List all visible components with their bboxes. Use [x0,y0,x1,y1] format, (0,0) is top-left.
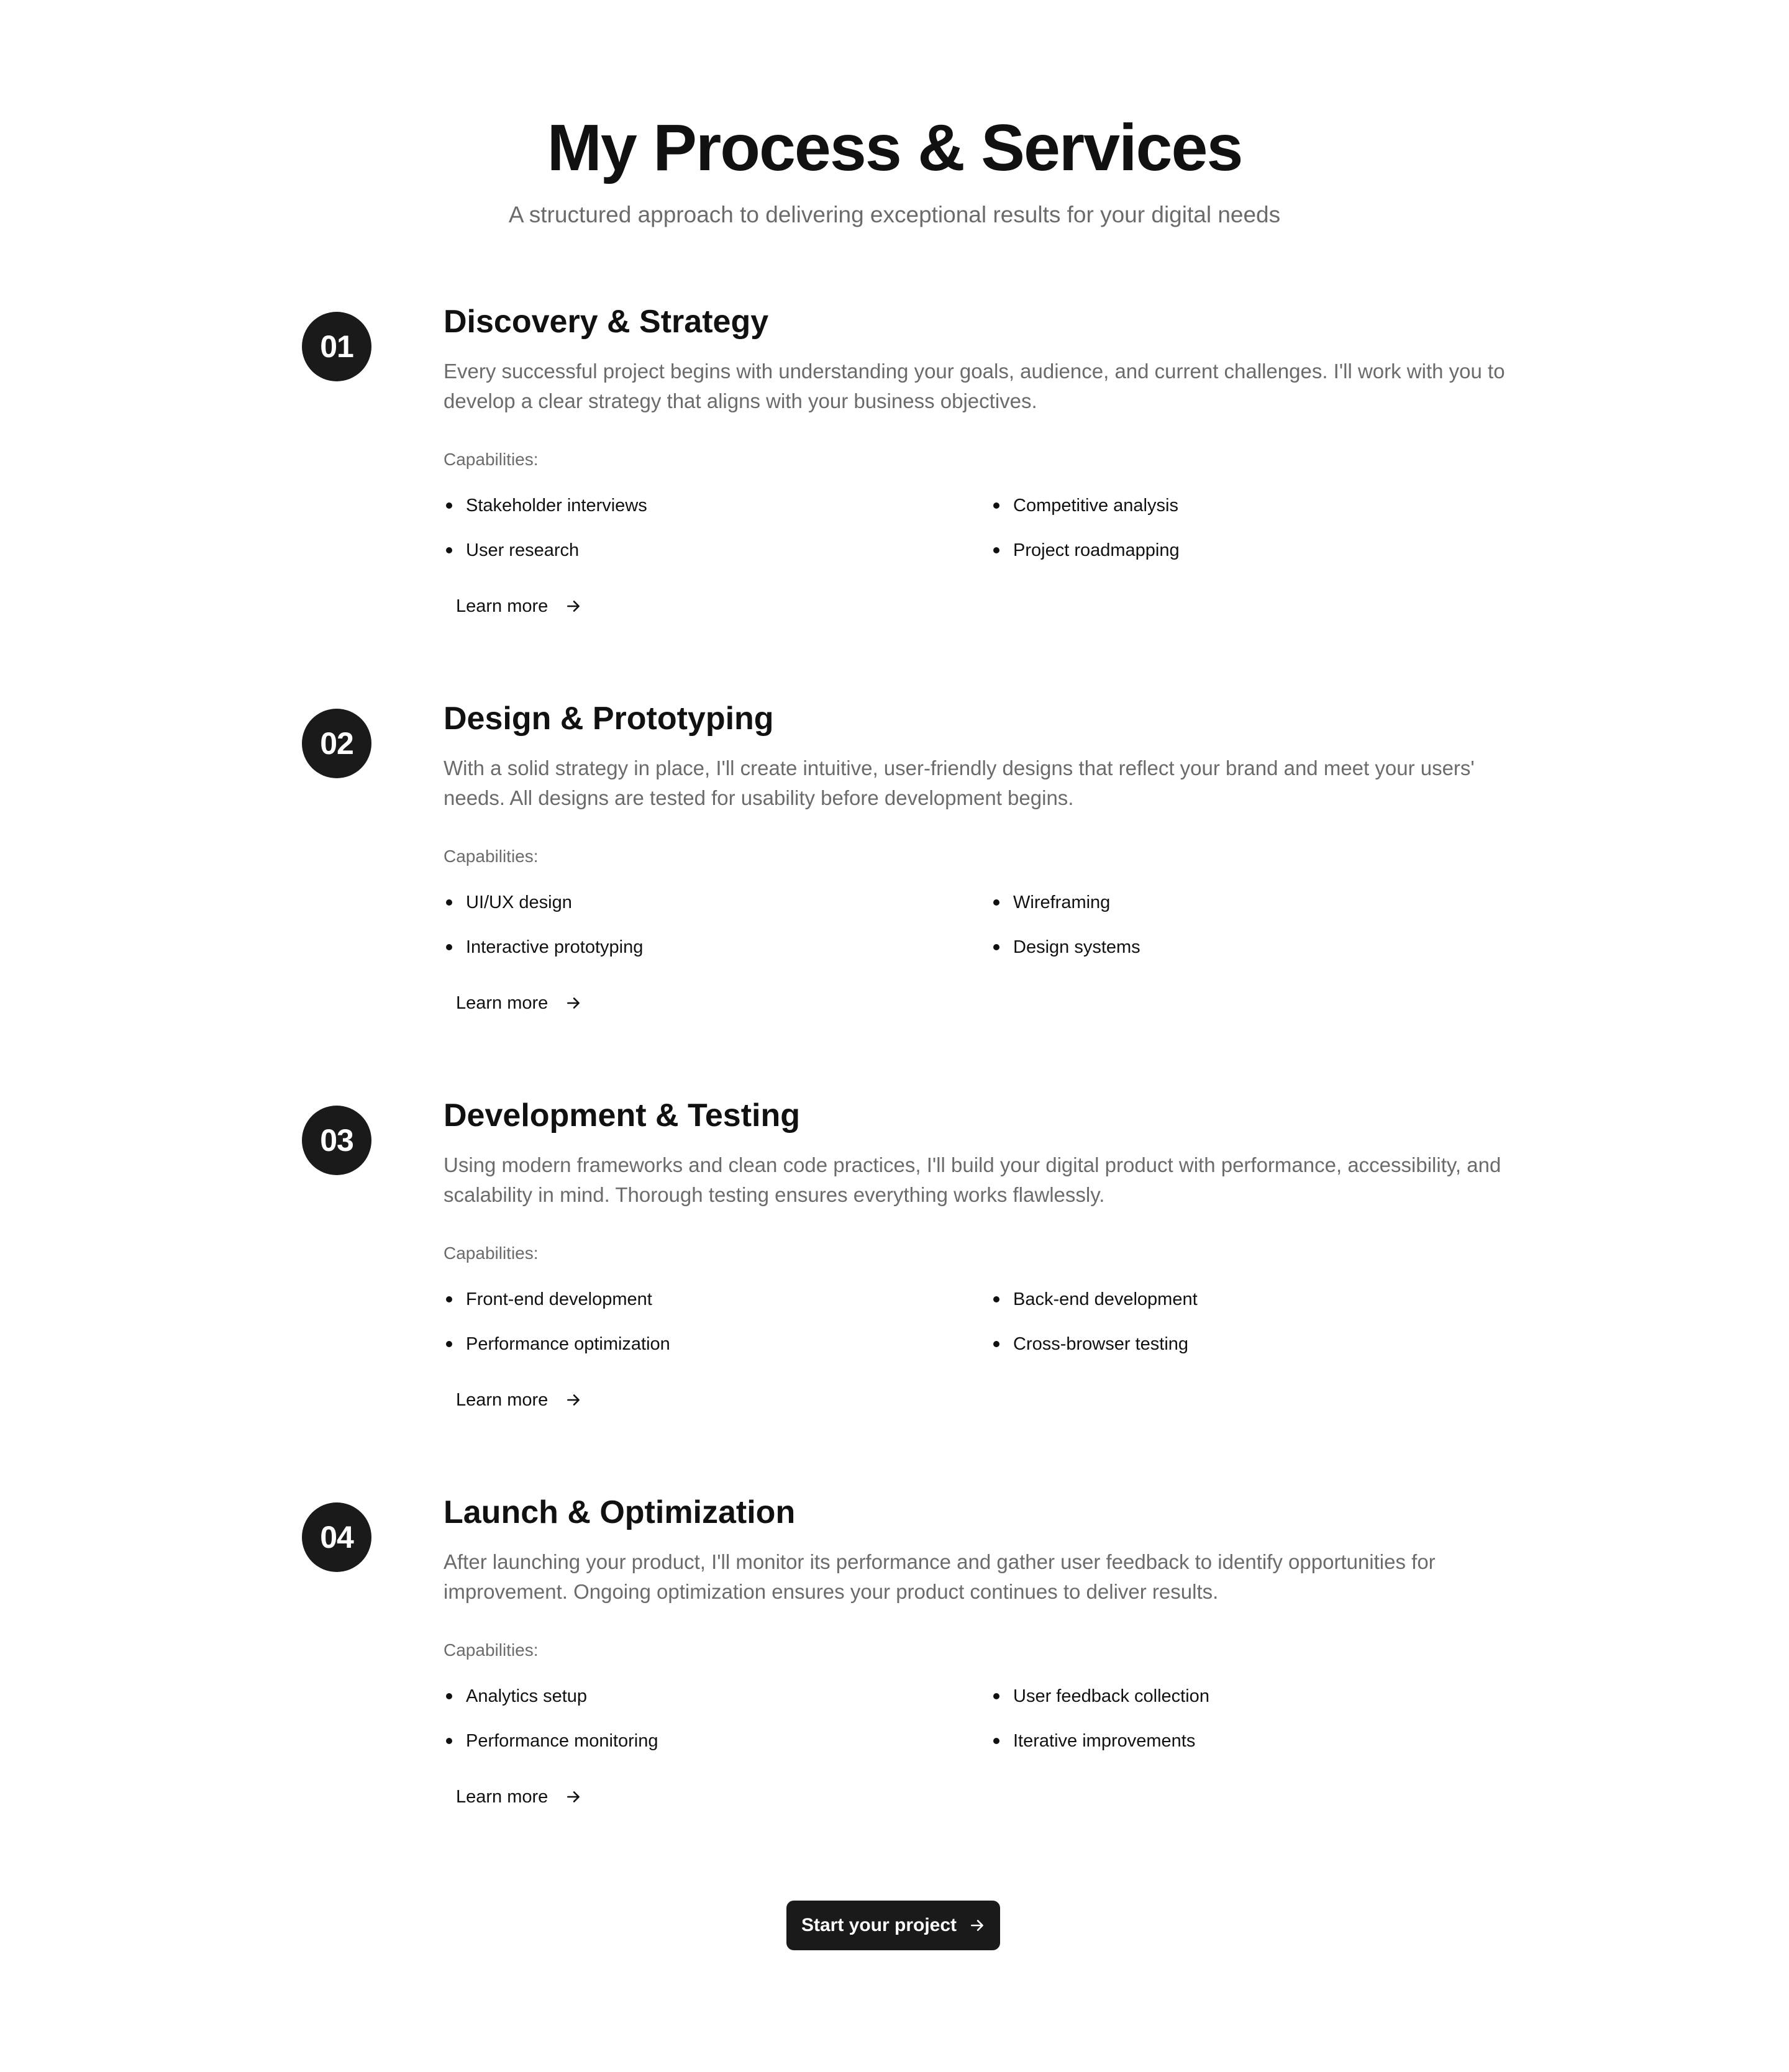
arrow-right-icon [565,995,581,1011]
capability-item [444,1729,658,1753]
step-number-badge: 02 [302,709,371,778]
step-description: With a solid strategy in place, I'll create intuitive, user-friendly designs that reflect your brand and meet your users' needs. All designs are tested for usability before development begins. [444,757,1475,809]
learn-more-label: Learn more [456,1389,549,1410]
process-step [0,1097,1789,1503]
capability-item [991,890,1110,915]
capabilities-label: Capabilities: [444,847,539,866]
bullet-icon [993,502,999,509]
learn-more-label: Learn more [456,1786,549,1807]
bullet-icon [993,944,999,950]
step-number-badge: 01 [302,312,371,381]
process-step [0,1494,1789,1900]
step-description: Every successful project begins with understanding your goals, audience, and current challenges. I'll work with you to develop a clear strategy that aligns with your business objectives. [444,360,1505,412]
capability-item [444,890,572,915]
learn-more-label: Learn more [456,596,549,616]
step-title: Launch & Optimization [444,1494,796,1530]
bullet-icon [446,944,452,950]
bullet-icon [446,1296,452,1302]
capability-item [444,1287,652,1312]
capability-item [991,1684,1209,1709]
capability-text: User research [466,540,580,560]
arrow-right-icon [565,1392,581,1408]
page-title: My Process & Services [547,111,1242,184]
bullet-icon [446,547,452,553]
capability-text: Back-end development [1013,1289,1198,1309]
arrow-right-icon [969,1917,985,1933]
capability-text: User feedback collection [1013,1686,1209,1706]
learn-more-link[interactable] [444,1779,594,1814]
capability-text: Project roadmapping [1013,540,1180,560]
bullet-icon [446,1341,452,1347]
step-title: Discovery & Strategy [444,304,769,340]
capability-item [991,935,1140,960]
capabilities-label: Capabilities: [444,450,539,469]
bullet-icon [993,899,999,906]
capabilities-label: Capabilities: [444,1640,539,1660]
capability-item [444,935,643,960]
capability-text: Wireframing [1013,893,1111,912]
capability-item [444,1684,587,1709]
capability-text: Stakeholder interviews [466,496,647,516]
arrow-right-icon [565,598,581,614]
bullet-icon [446,1693,452,1699]
step-number-badge: 04 [302,1502,371,1572]
capability-text: UI/UX design [466,893,572,912]
capability-item [991,1729,1195,1753]
bullet-icon [993,1693,999,1699]
capability-item [444,493,647,518]
capability-item [991,493,1178,518]
capability-text: Interactive prototyping [466,937,644,957]
learn-more-link[interactable] [444,986,594,1020]
bullet-icon [446,899,452,906]
bullet-icon [993,1341,999,1347]
learn-more-link[interactable] [444,1383,594,1417]
step-title: Design & Prototyping [444,701,774,737]
start-project-button[interactable] [786,1901,1000,1950]
bullet-icon [993,547,999,553]
capability-text: Performance monitoring [466,1731,658,1751]
step-description: After launching your product, I'll monitor its performance and gather user feedback to identify opportunities for improvement. Ongoing optimization ensures your product continues to deliver results. [444,1550,1436,1603]
bullet-icon [993,1738,999,1744]
bullet-icon [993,1296,999,1302]
capability-item [991,538,1180,563]
learn-more-label: Learn more [456,993,549,1013]
step-number-badge: 03 [302,1106,371,1175]
capability-item [991,1332,1188,1356]
process-step [0,701,1789,1106]
capability-text: Analytics setup [466,1686,588,1706]
capability-text: Design systems [1013,937,1140,957]
bullet-icon [446,1738,452,1744]
capability-item [444,1332,670,1356]
capabilities-label: Capabilities: [444,1243,539,1263]
capability-text: Competitive analysis [1013,496,1178,516]
learn-more-link[interactable] [444,589,594,624]
capability-text: Cross-browser testing [1013,1334,1189,1354]
capability-item [444,538,579,563]
step-description: Using modern frameworks and clean code practices, I'll build your digital product with performance, accessibility, and scalability in mind. Thorough testing ensures everything works flawlessly. [444,1153,1501,1206]
capability-text: Iterative improvements [1013,1731,1196,1751]
process-step [0,304,1789,709]
capability-text: Front-end development [466,1289,652,1309]
capability-item [991,1287,1198,1312]
step-title: Development & Testing [444,1097,801,1134]
capability-text: Performance optimization [466,1334,670,1354]
page-subtitle: A structured approach to delivering exceptional results for your digital needs [508,202,1281,227]
bullet-icon [446,502,452,509]
start-project-label: Start your project [801,1915,957,1935]
arrow-right-icon [565,1789,581,1805]
